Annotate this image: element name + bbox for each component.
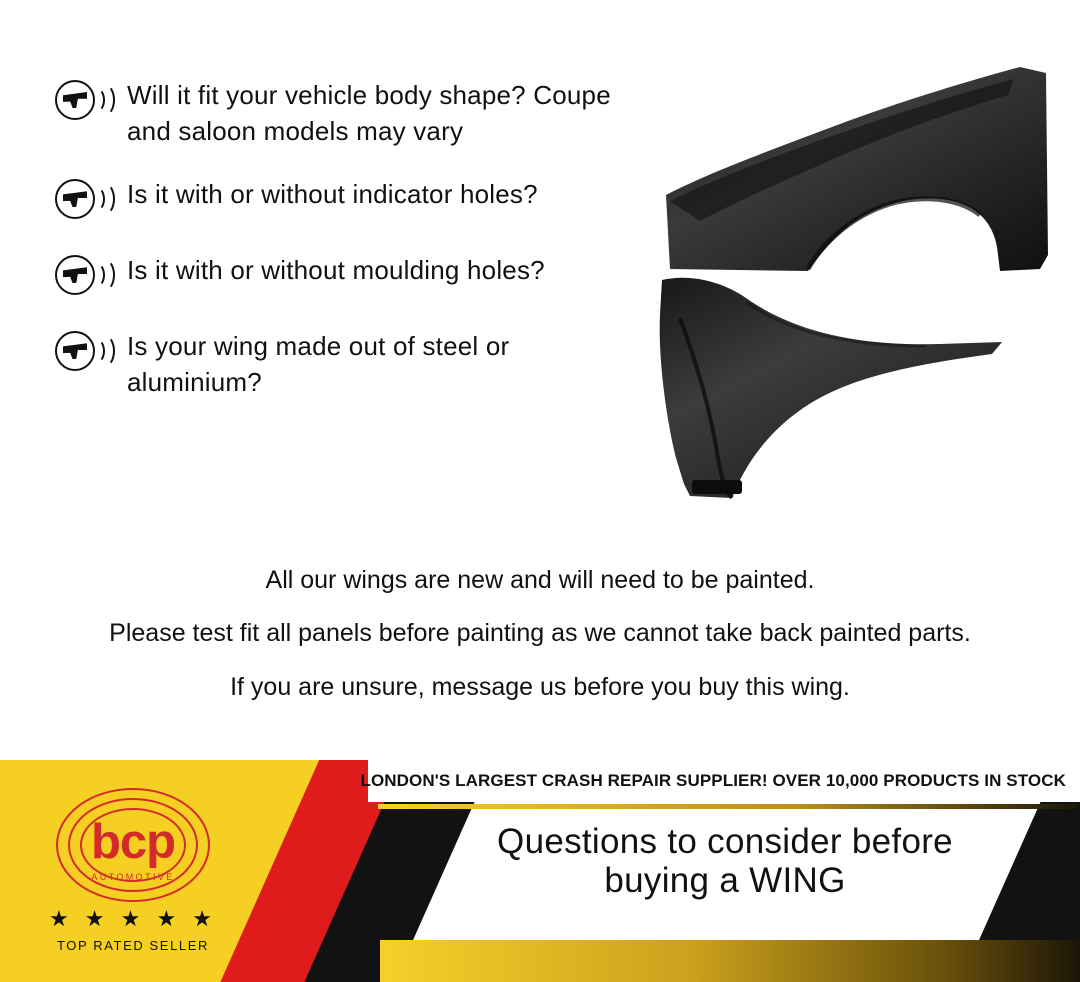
question-item [55,78,655,149]
question-text: Is your wing made out of steel or aluminium? [127,331,510,397]
logo-subtitle: AUTOMOTIVE [91,872,175,882]
notes-block [0,565,1080,725]
banner-gold-bar [380,940,1080,982]
banner-headline: LONDON'S LARGEST CRASH REPAIR SUPPLIER! OVER 10,000 PRODUCTS IN STOCK [360,771,1066,790]
question-item [55,253,655,301]
question-item [55,177,655,225]
bottom-banner [0,760,1080,982]
wing-sound-icon [55,179,117,225]
car-wing-panel-front-view [648,55,1053,285]
wing-sound-icon [55,331,117,377]
banner-title [400,822,1050,900]
questions-list [55,78,655,428]
note-text: If you are unsure, message us before you buy this wing. [230,672,850,701]
banner-headline-strip [360,760,1080,802]
wing-sound-icon [55,80,117,126]
banner-headline-rule [378,804,1078,809]
wing-sound-icon [55,255,117,301]
banner-title-line2: buying a WING [604,861,846,901]
logo-brand-text: bcp [90,815,176,869]
banner-title-line1: Questions to consider before [497,822,953,861]
logo-star-rating: ★ ★ ★ ★ ★ [48,906,218,931]
question-text: Is it with or without indicator holes? [127,179,538,210]
note-text: Please test fit all panels before painting as we cannot take back painted parts. [109,619,971,648]
logo-rings-icon [48,784,218,906]
question-text: Is it with or without moulding holes? [127,255,545,286]
brand-logo [18,778,248,974]
car-wing-panel-side-view [640,258,1015,508]
question-item [55,329,655,400]
question-text: Will it fit your vehicle body shape? Coupe and saloon models may vary [127,80,611,146]
note-text: All our wings are new and will need to be painted. [265,566,815,594]
logo-tagline: TOP RATED SELLER [56,938,210,953]
